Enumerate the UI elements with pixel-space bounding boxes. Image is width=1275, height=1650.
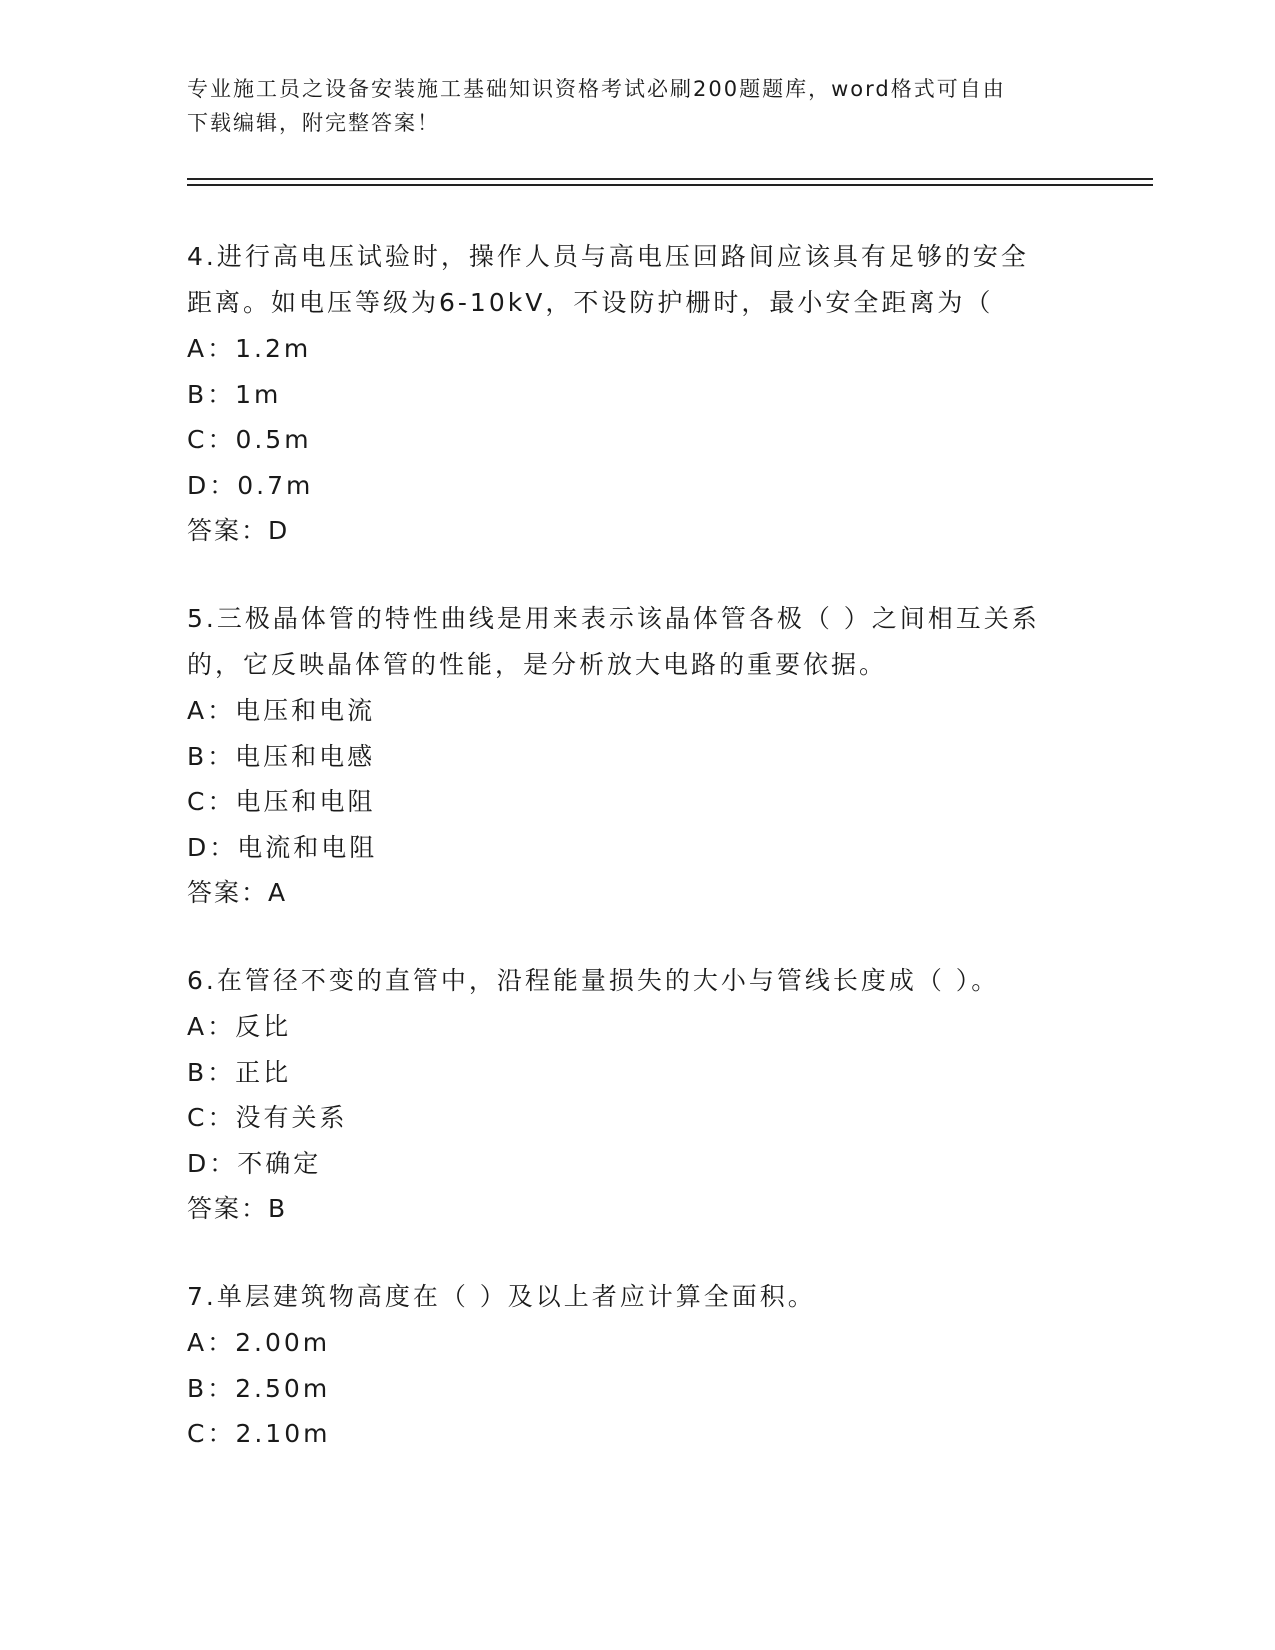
option-c: C：0.5m [187,425,312,454]
question-text-line: 的，它反映晶体管的性能，是分析放大电路的重要依据。 [187,650,888,679]
answer: 答案：A [187,878,288,907]
question-text [187,1274,1087,1320]
question-4 [187,234,1087,554]
header-line-2: 下载编辑，附完整答案！ [187,111,440,135]
option-c: C：2.10m [187,1419,331,1448]
question-5 [187,596,1087,916]
option-c: C：电压和电阻 [187,787,376,816]
option-d: D：不确定 [187,1148,322,1178]
question-list [187,234,1087,1499]
question-text-line: 5.三极晶体管的特性曲线是用来表示该晶体管各极（ ）之间相互关系 [187,604,1040,633]
option-d: D：0.7m [187,470,314,500]
question-text [187,234,1087,326]
option-c: C：没有关系 [187,1103,348,1132]
question-text-line: 6.在管径不变的直管中，沿程能量损失的大小与管线长度成（ ）。 [187,966,1000,995]
option-a: A：1.2m [187,334,312,363]
question-text-line: 距离。如电压等级为6-10kV，不设防护栅时，最小安全距离为（ [187,288,994,317]
question-text [187,958,1087,1004]
question-7 [187,1274,1087,1457]
question-text [187,596,1087,688]
option-a: A：2.00m [187,1328,331,1357]
document-header [187,72,1067,140]
header-line-1: 专业施工员之设备安装施工基础知识资格考试必刷200题题库，word格式可自由 [187,77,1006,101]
option-b: B：正比 [187,1057,292,1087]
question-text-line: 7.单层建筑物高度在（ ）及以上者应计算全面积。 [187,1282,816,1311]
answer: 答案：B [187,1194,288,1223]
option-b: B：2.50m [187,1373,331,1403]
header-divider-top [187,178,1153,180]
option-d: D：电流和电阻 [187,832,378,862]
question-text-line: 4.进行高电压试验时，操作人员与高电压回路间应该具有足够的安全 [187,242,1029,271]
question-6 [187,958,1087,1232]
option-a: A：反比 [187,1012,292,1041]
option-b: B：1m [187,379,282,409]
answer: 答案：D [187,516,290,545]
option-b: B：电压和电感 [187,741,376,771]
header-divider-bottom [187,184,1153,186]
option-a: A：电压和电流 [187,696,376,725]
